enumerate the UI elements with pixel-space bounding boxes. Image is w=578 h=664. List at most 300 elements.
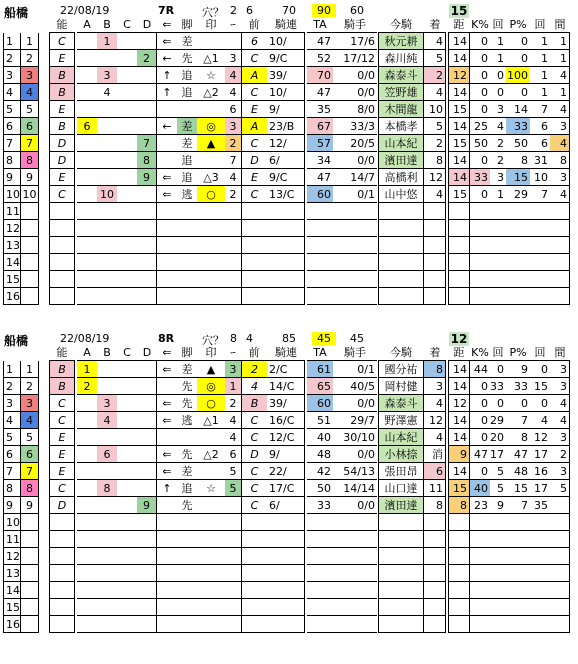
cell-kyaku: 追 — [177, 67, 197, 84]
cell-b: 10 — [97, 186, 117, 203]
cell-bar: 5 — [225, 480, 241, 497]
cell-arr: ⇐ — [157, 33, 177, 50]
cell-p: 47 — [506, 446, 530, 463]
cell-p — [506, 237, 530, 254]
cell-no: 6 — [3, 446, 21, 463]
cell-b: 1 — [97, 33, 117, 50]
cell-konkishu: 小林捺 — [378, 446, 424, 463]
column-header: TA — [307, 344, 333, 361]
table-row — [0, 33, 578, 50]
cell-mae — [241, 220, 267, 237]
cell-a — [77, 582, 97, 599]
cell-ma: 3 — [550, 361, 570, 378]
cell-arr — [157, 135, 177, 152]
table-row — [0, 67, 578, 84]
cell-kai2 — [530, 565, 550, 582]
cell-ma: 5 — [550, 480, 570, 497]
cell-d — [137, 67, 157, 84]
cell-no: 2 — [3, 378, 21, 395]
cell-kai2: 1 — [530, 50, 550, 67]
cell-mae — [241, 288, 267, 305]
cell-b — [97, 548, 117, 565]
cell-chaku — [424, 514, 446, 531]
cell-c — [117, 429, 137, 446]
cell-kyori — [448, 616, 470, 633]
cell-p: 14 — [506, 101, 530, 118]
ana-n1: 2 — [230, 4, 237, 17]
cell-k: 0 — [470, 186, 490, 203]
cell-k: 44 — [470, 361, 490, 378]
cell-b — [97, 254, 117, 271]
cell-kai2 — [530, 582, 550, 599]
cell-b — [97, 101, 117, 118]
cell-nou — [49, 565, 75, 582]
cell-p: 8 — [506, 429, 530, 446]
cell-kyori: 9 — [448, 446, 470, 463]
cell-a — [77, 429, 97, 446]
cell-shirushi — [197, 582, 225, 599]
value-a: 85 — [282, 332, 296, 345]
cell-a — [77, 237, 97, 254]
cell-no: 4 — [3, 412, 21, 429]
cell-kyori: 14 — [448, 463, 470, 480]
cell-d — [137, 582, 157, 599]
cell-d — [137, 101, 157, 118]
cell-shirushi — [197, 271, 225, 288]
cell-no: 16 — [3, 616, 21, 633]
cell-k: 0 — [470, 50, 490, 67]
cell-k — [470, 254, 490, 271]
cell-ma: 3 — [550, 429, 570, 446]
cell-ma — [550, 599, 570, 616]
cell-nou: E — [49, 169, 75, 186]
cell-ban: 1 — [21, 33, 39, 50]
cell-a: 2 — [77, 378, 97, 395]
cell-nou: B — [49, 67, 75, 84]
cell-kyaku — [177, 548, 197, 565]
cell-kai2 — [530, 514, 550, 531]
ana-n1: 8 — [230, 332, 237, 345]
cell-ma — [550, 237, 570, 254]
cell-chaku: 11 — [424, 480, 446, 497]
cell-kishu — [333, 565, 377, 582]
cell-bar — [225, 288, 241, 305]
cell-p — [506, 531, 530, 548]
cell-p — [506, 514, 530, 531]
cell-b: 8 — [97, 480, 117, 497]
cell-d — [137, 33, 157, 50]
cell-ma — [550, 497, 570, 514]
cell-k: 33 — [470, 169, 490, 186]
cell-b — [97, 118, 117, 135]
cell-konkishu — [378, 582, 424, 599]
cell-ma — [550, 288, 570, 305]
cell-ban — [21, 548, 39, 565]
cell-ma — [550, 548, 570, 565]
cell-nou — [49, 220, 75, 237]
cell-ma: 1 — [550, 84, 570, 101]
cell-no: 9 — [3, 169, 21, 186]
cell-d — [137, 480, 157, 497]
cell-ma: 2 — [550, 446, 570, 463]
cell-ma: 3 — [550, 378, 570, 395]
cell-b — [97, 152, 117, 169]
cell-d — [137, 271, 157, 288]
cell-d — [137, 186, 157, 203]
cell-nou: C — [49, 186, 75, 203]
cell-nou — [49, 616, 75, 633]
cell-c — [117, 463, 137, 480]
cell-konkishu: 笠野雄 — [378, 84, 424, 101]
cell-k: 23 — [470, 497, 490, 514]
cell-konkishu: 高橋利 — [378, 169, 424, 186]
cell-chaku: 8 — [424, 361, 446, 378]
cell-bar — [225, 203, 241, 220]
cell-arr: ⇐ — [157, 463, 177, 480]
cell-p — [506, 220, 530, 237]
cell-p: 7 — [506, 497, 530, 514]
cell-chaku — [424, 271, 446, 288]
cell-k: 47 — [470, 446, 490, 463]
cell-kyaku — [177, 288, 197, 305]
cell-kai — [490, 599, 506, 616]
cell-c — [117, 84, 137, 101]
cell-chaku — [424, 599, 446, 616]
cell-k: 0 — [470, 378, 490, 395]
table-row — [0, 446, 578, 463]
cell-d — [137, 412, 157, 429]
cell-kai2 — [530, 548, 550, 565]
cell-bar: 3 — [225, 361, 241, 378]
cell-kai — [490, 514, 506, 531]
cell-no: 14 — [3, 582, 21, 599]
column-header: 回 — [490, 344, 506, 361]
table-row — [0, 599, 578, 616]
cell-ta: 65 — [307, 378, 333, 395]
cell-konkishu: 岡村健 — [378, 378, 424, 395]
cell-kishu: 17/12 — [333, 50, 377, 67]
cell-kai2: 1 — [530, 33, 550, 50]
cell-kyaku — [177, 565, 197, 582]
cell-ma — [550, 514, 570, 531]
column-header: 脚 — [177, 344, 197, 361]
cell-konkishu: 森川純 — [378, 50, 424, 67]
cell-p: 48 — [506, 463, 530, 480]
cell-chaku — [424, 565, 446, 582]
cell-arr — [157, 254, 177, 271]
cell-kyori: 14 — [448, 429, 470, 446]
cell-kai — [490, 254, 506, 271]
cell-konkishu — [378, 237, 424, 254]
cell-mae — [241, 254, 267, 271]
cell-kyori: 14 — [448, 412, 470, 429]
cell-ban: 8 — [21, 152, 39, 169]
cell-ta: 51 — [307, 412, 333, 429]
cell-kai2: 1 — [530, 84, 550, 101]
cell-d — [137, 378, 157, 395]
cell-kiren: 10/ — [267, 33, 305, 50]
cell-bar — [225, 514, 241, 531]
cell-a — [77, 152, 97, 169]
cell-kai: 0 — [490, 67, 506, 84]
table-row — [0, 50, 578, 67]
cell-arr — [157, 220, 177, 237]
cell-bar: 4 — [225, 412, 241, 429]
ana-label: 穴？ — [202, 334, 224, 347]
cell-no: 15 — [3, 599, 21, 616]
cell-chaku: 4 — [424, 429, 446, 446]
cell-kai — [490, 616, 506, 633]
cell-ma: 3 — [550, 118, 570, 135]
cell-ta — [307, 616, 333, 633]
cell-nou: C — [49, 412, 75, 429]
cell-ma: 8 — [550, 152, 570, 169]
table-row — [0, 101, 578, 118]
cell-kiren — [267, 531, 305, 548]
race-sheet-2 — [0, 330, 578, 637]
cell-bar — [225, 565, 241, 582]
cell-p — [506, 582, 530, 599]
cell-shirushi — [197, 101, 225, 118]
cell-chaku: 4 — [424, 395, 446, 412]
cell-mae: C — [241, 463, 267, 480]
cell-p: 100 — [507, 69, 528, 82]
cell-ban — [21, 565, 39, 582]
cell-a — [77, 446, 97, 463]
table-row — [0, 220, 578, 237]
cell-kai2: 17 — [530, 446, 550, 463]
cell-shirushi — [197, 548, 225, 565]
cell-no: 3 — [3, 395, 21, 412]
cell-d — [137, 84, 157, 101]
cell-b — [97, 237, 117, 254]
cell-shirushi: ☆ — [197, 67, 225, 84]
cell-chaku: 5 — [424, 118, 446, 135]
cell-bar: 4 — [225, 429, 241, 446]
column-header: C — [117, 344, 137, 361]
cell-kai2: 31 — [530, 152, 550, 169]
cell-no: 8 — [3, 480, 21, 497]
cell-kiren — [267, 220, 305, 237]
cell-kai2 — [530, 237, 550, 254]
cell-kishu: 17/6 — [333, 33, 377, 50]
cell-kishu — [333, 616, 377, 633]
cell-b: 3 — [97, 395, 117, 412]
cell-no: 7 — [3, 463, 21, 480]
cell-p: 0 — [506, 84, 530, 101]
cell-arr — [157, 429, 177, 446]
column-header: 能 — [49, 344, 75, 361]
cell-arr — [157, 497, 177, 514]
cell-c — [117, 599, 137, 616]
cell-c — [117, 412, 137, 429]
cell-konkishu — [378, 254, 424, 271]
cell-mae: E — [241, 169, 267, 186]
cell-kyaku: 先 — [177, 378, 197, 395]
cell-k: 50 — [470, 135, 490, 152]
cell-chaku — [424, 220, 446, 237]
cell-k: 40 — [470, 480, 490, 497]
cell-arr: ⇐ — [157, 186, 177, 203]
cell-kai2: 0 — [530, 361, 550, 378]
cell-chaku: 2 — [424, 135, 446, 152]
column-header: 印 — [197, 16, 225, 33]
cell-nou — [49, 271, 75, 288]
cell-p: 9 — [506, 361, 530, 378]
cell-kyaku — [177, 254, 197, 271]
cell-kishu: 0/0 — [333, 446, 377, 463]
cell-kyaku: 先 — [177, 446, 197, 463]
table-row — [0, 237, 578, 254]
cell-konkishu: 山口達 — [378, 480, 424, 497]
cell-arr — [157, 548, 177, 565]
table-row — [0, 288, 578, 305]
cell-kishu — [333, 599, 377, 616]
column-header: ｰ — [225, 16, 241, 33]
cell-a — [77, 169, 97, 186]
cell-shirushi — [197, 220, 225, 237]
cell-ma — [550, 531, 570, 548]
table-row — [0, 412, 578, 429]
cell-konkishu: 秋元耕 — [378, 33, 424, 50]
cell-p: 33 — [506, 118, 530, 135]
cell-nou: C — [49, 480, 75, 497]
cell-p: 33 — [506, 378, 530, 395]
cell-c — [117, 67, 137, 84]
cell-kai: 0 — [490, 84, 506, 101]
column-header: 間 — [550, 16, 570, 33]
cell-a — [77, 101, 97, 118]
cell-shirushi — [197, 254, 225, 271]
cell-kai — [490, 220, 506, 237]
cell-d — [137, 548, 157, 565]
cell-kiren: 9/C — [267, 50, 305, 67]
cell-k — [470, 237, 490, 254]
cell-bar — [225, 548, 241, 565]
cell-a — [77, 531, 97, 548]
cell-ma — [550, 220, 570, 237]
cell-ta — [307, 599, 333, 616]
cell-kiren — [267, 203, 305, 220]
cell-p — [506, 254, 530, 271]
cell-no: 11 — [3, 203, 21, 220]
cell-arr — [157, 101, 177, 118]
cell-kai2 — [530, 220, 550, 237]
cell-kiren: 13/C — [267, 186, 305, 203]
cell-arr — [157, 203, 177, 220]
cell-c — [117, 531, 137, 548]
cell-kyori: 15 — [448, 135, 470, 152]
cell-konkishu — [378, 271, 424, 288]
cell-c — [117, 395, 137, 412]
cell-a: 1 — [77, 361, 97, 378]
cell-c — [117, 33, 137, 50]
cell-kiren — [267, 582, 305, 599]
cell-kishu: 14/7 — [333, 169, 377, 186]
cell-mae: A — [241, 67, 267, 84]
cell-shirushi — [197, 237, 225, 254]
cell-konkishu: 國分祐 — [378, 361, 424, 378]
cell-kiren: 22/ — [267, 463, 305, 480]
cell-bar — [225, 33, 241, 50]
cell-kai — [490, 288, 506, 305]
table-row — [0, 152, 578, 169]
cell-kyori: 15 — [448, 480, 470, 497]
cell-kai: 4 — [490, 118, 506, 135]
cell-chaku — [424, 203, 446, 220]
cell-b — [97, 463, 117, 480]
cell-c — [117, 446, 137, 463]
cell-kishu — [333, 582, 377, 599]
cell-k: 25 — [470, 118, 490, 135]
cell-c — [117, 271, 137, 288]
value-b: 90 — [312, 4, 336, 17]
column-header: 騎連 — [267, 16, 305, 33]
cell-c — [117, 237, 137, 254]
cell-a — [77, 186, 97, 203]
cell-kyori — [448, 220, 470, 237]
cell-kai: 5 — [490, 480, 506, 497]
cell-a — [77, 565, 97, 582]
cell-kai2: 1 — [530, 67, 550, 84]
cell-kishu: 14/14 — [333, 480, 377, 497]
cell-chaku: 12 — [424, 412, 446, 429]
cell-chaku: 8 — [424, 152, 446, 169]
cell-d — [137, 463, 157, 480]
table-row — [0, 186, 578, 203]
cell-kyaku: 逃 — [177, 186, 197, 203]
cell-kyori — [448, 531, 470, 548]
cell-kai: 29 — [490, 414, 504, 427]
cell-kai2 — [530, 271, 550, 288]
cell-p — [506, 599, 530, 616]
cell-nou: C — [49, 395, 75, 412]
cell-a — [77, 412, 97, 429]
cell-ban: 6 — [21, 118, 39, 135]
cell-ban: 2 — [21, 378, 39, 395]
cell-kyaku — [177, 203, 197, 220]
cell-no: 12 — [3, 220, 21, 237]
cell-konkishu: 濱田達 — [378, 152, 424, 169]
cell-kishu: 20/5 — [333, 135, 377, 152]
cell-bar: 4 — [225, 169, 241, 186]
cell-ta: 47 — [307, 84, 333, 101]
table-row — [0, 548, 578, 565]
table-row — [0, 463, 578, 480]
cell-kiren: 6/ — [267, 152, 305, 169]
cell-kyaku — [177, 514, 197, 531]
cell-k — [470, 565, 490, 582]
cell-kyaku: 差 — [177, 118, 197, 135]
cell-b — [97, 514, 117, 531]
cell-p: 0 — [506, 50, 530, 67]
cell-kyori: 15 — [448, 101, 470, 118]
cell-k: 0 — [470, 429, 490, 446]
cell-kai2: 7 — [530, 186, 550, 203]
cell-shirushi — [197, 531, 225, 548]
column-header: 回 — [530, 16, 550, 33]
cell-mae: C — [241, 497, 267, 514]
cell-k: 0 — [470, 152, 490, 169]
cell-nou: E — [49, 446, 75, 463]
cell-kishu: 0/1 — [333, 361, 377, 378]
cell-ta: 47 — [307, 169, 333, 186]
cell-ma: 3 — [550, 463, 570, 480]
cell-ban: 3 — [21, 395, 39, 412]
cell-b: 4 — [97, 412, 117, 429]
header-row — [0, 16, 578, 33]
cell-ban: 3 — [21, 67, 39, 84]
